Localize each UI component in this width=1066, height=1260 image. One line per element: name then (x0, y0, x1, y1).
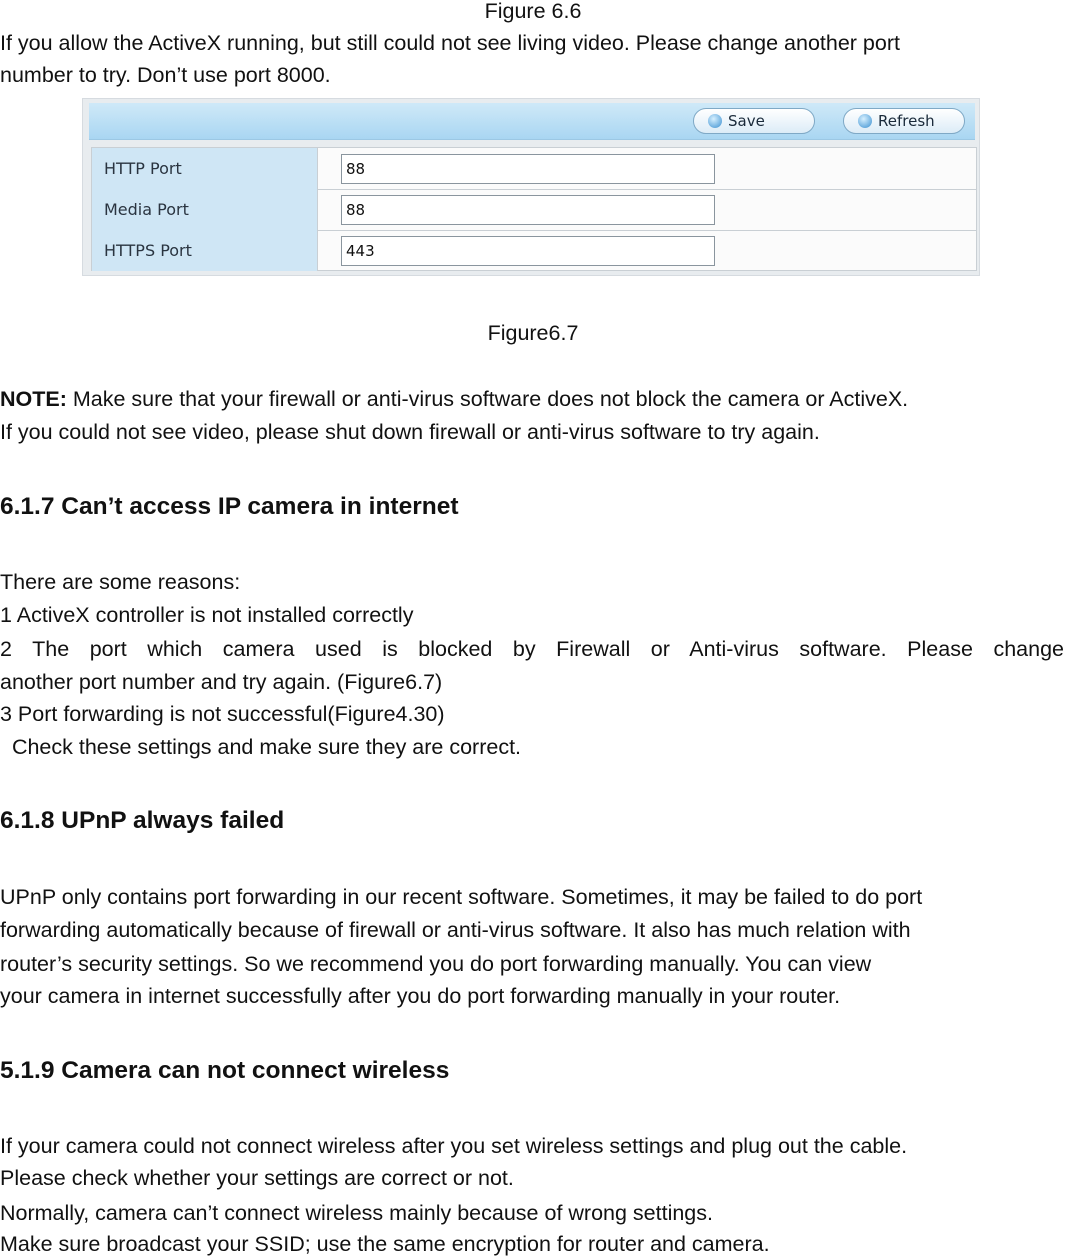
section-519-line: Make sure broadcast your SSID; use the same encryption for router and camera. (0, 1232, 770, 1256)
save-button-label: Save (728, 112, 765, 130)
https-port-row (92, 230, 976, 271)
figure-6-7-caption: Figure6.7 (487, 321, 579, 345)
section-617-line: 3 Port forwarding is not successful(Figure4.30) (0, 702, 445, 726)
http-port-label: HTTP Port (92, 148, 318, 189)
section-617-line: another port number and try again. (Figure6.7) (0, 670, 443, 694)
refresh-button[interactable] (843, 108, 965, 134)
section-617-line: 2 The port which camera used is blocked by Firewall or Anti-virus software. Please change (0, 637, 1064, 661)
section-617-heading: 6.1.7 Can’t access IP camera in internet (0, 493, 459, 520)
https-port-input[interactable] (341, 236, 715, 266)
note-line-2: If you could not see video, please shut down firewall or anti-virus software to try again. (0, 420, 820, 444)
section-519-line: Please check whether your settings are correct or not. (0, 1166, 514, 1190)
section-618-line: your camera in internet successfully after you do port forwarding manually in your router. (0, 984, 841, 1008)
section-519-line: If your camera could not connect wireless after you set wireless settings and plug out the cable. (0, 1134, 908, 1158)
section-618-line: forwarding automatically because of firewall or anti-virus software. It also has much relation with (0, 918, 911, 942)
section-617-line: Check these settings and make sure they are correct. (0, 735, 522, 759)
media-port-input[interactable] (341, 195, 715, 225)
section-617-line: 1 ActiveX controller is not installed correctly (0, 603, 414, 627)
https-port-label: HTTPS Port (92, 230, 318, 271)
intro-line-1: If you allow the ActiveX running, but still could not see living video. Please change another port (0, 31, 900, 55)
figure-6-6-caption: Figure 6.6 (484, 0, 582, 23)
media-port-row (92, 189, 976, 231)
section-618-line: router’s security settings. So we recommend you do port forwarding manually. You can view (0, 952, 872, 976)
section-618-line: UPnP only contains port forwarding in our recent software. Sometimes, it may be failed to do port (0, 885, 923, 909)
note-text: Make sure that your firewall or anti-virus software does not block the camera or ActiveX. (66, 387, 909, 411)
note-line-1 (0, 383, 908, 415)
refresh-icon (858, 114, 872, 128)
section-519-line: Normally, camera can’t connect wireless mainly because of wrong settings. (0, 1201, 713, 1225)
section-519-heading: 5.1.9 Camera can not connect wireless (0, 1057, 450, 1084)
section-618-heading: 6.1.8 UPnP always failed (0, 807, 285, 834)
port-settings-toolbar (89, 103, 975, 140)
http-port-input[interactable] (341, 154, 715, 184)
port-settings-panel (82, 98, 980, 276)
save-icon (708, 114, 722, 128)
port-settings-table (91, 147, 977, 271)
intro-line-2: number to try. Don’t use port 8000. (0, 63, 331, 87)
save-button[interactable] (693, 108, 815, 134)
refresh-button-label: Refresh (878, 112, 935, 130)
http-port-row (92, 148, 976, 190)
media-port-label: Media Port (92, 189, 318, 230)
note-label: NOTE: (0, 387, 67, 411)
section-617-line: There are some reasons: (0, 570, 241, 594)
